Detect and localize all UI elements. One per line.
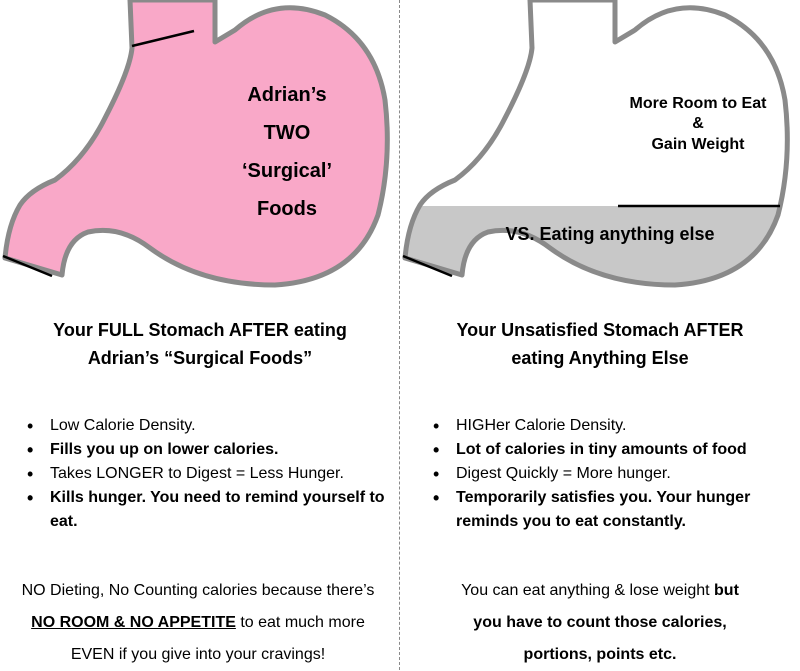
stomach-label-line-3: ‘Surgical’ bbox=[241, 160, 333, 182]
left-bullet-list bbox=[20, 414, 390, 534]
right-footer-line-1-plain: You can eat anything & lose weight bbox=[461, 582, 715, 599]
vs-label: VS. Eating anything else bbox=[505, 224, 715, 244]
stomach-label-line-4: Foods bbox=[257, 198, 317, 220]
left-footer-line-2-rest: to eat much more bbox=[235, 614, 365, 631]
left-bullet-1: • Low Calorie Density. bbox=[20, 414, 390, 438]
right-heading-line-1: Your Unsatisfied Stomach AFTER bbox=[456, 320, 744, 340]
right-heading bbox=[410, 316, 790, 372]
empty-space-label-line-2: & bbox=[692, 115, 704, 132]
right-bullet-2: • Lot of calories in tiny amounts of food bbox=[426, 438, 786, 462]
full-stomach-illustration bbox=[0, 0, 399, 305]
right-heading-line-2: eating Anything Else bbox=[511, 348, 689, 368]
left-footer bbox=[0, 575, 396, 671]
left-bullet-3: • Takes LONGER to Digest = Less Hunger. bbox=[20, 462, 390, 486]
left-heading-line-1: Your FULL Stomach AFTER eating bbox=[53, 320, 347, 340]
left-heading bbox=[10, 316, 390, 372]
right-bullet-1: • HIGHer Calorie Density. bbox=[426, 414, 786, 438]
left-bullet-2: • Fills you up on lower calories. bbox=[20, 438, 390, 462]
right-bullet-list bbox=[426, 414, 786, 534]
partial-stomach-illustration bbox=[400, 0, 800, 305]
right-footer-line-3: portions, points etc. bbox=[523, 646, 677, 663]
left-footer-line-2 bbox=[0, 607, 396, 639]
left-bullet-4: • Kills hunger. You need to remind yourself to eat. bbox=[20, 486, 390, 534]
left-footer-line-1: NO Dieting, No Counting calories because there’s bbox=[21, 582, 375, 599]
right-bullet-4: • Temporarily satisfies you. Your hunger reminds you to eat constantly. bbox=[426, 486, 786, 534]
empty-space-label-line-3: Gain Weight bbox=[651, 136, 745, 153]
right-footer bbox=[402, 575, 798, 671]
right-footer-line-1 bbox=[402, 575, 798, 607]
right-footer-line-2: you have to count those calories, bbox=[473, 614, 727, 631]
right-bullet-3: • Digest Quickly = More hunger. bbox=[426, 462, 786, 486]
full-stomach-shape bbox=[5, 0, 387, 285]
right-footer-but: but bbox=[714, 582, 739, 599]
empty-space-label-line-1: More Room to Eat bbox=[629, 95, 767, 112]
left-heading-line-2: Adrian’s “Surgical Foods” bbox=[87, 348, 313, 368]
stomach-label-line-2: TWO bbox=[263, 122, 311, 144]
no-room-no-appetite-text: NO ROOM & NO APPETITE bbox=[31, 614, 236, 631]
left-footer-line-3: EVEN if you give into your cravings! bbox=[70, 646, 326, 663]
stomach-label-line-1: Adrian’s bbox=[247, 84, 327, 106]
